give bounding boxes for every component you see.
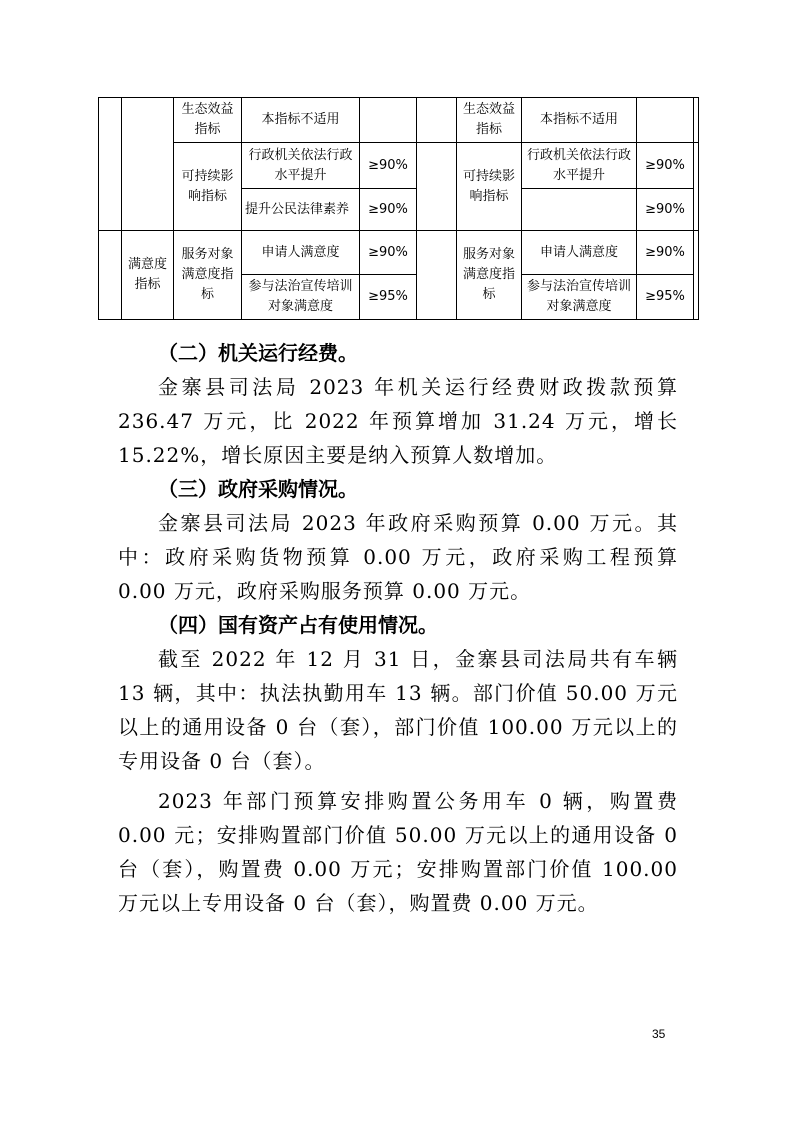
table-cell bbox=[417, 143, 457, 231]
table-cell: ≥95% bbox=[637, 275, 694, 320]
table-cell: ≥90% bbox=[637, 189, 694, 231]
table-cell: 本指标不适用 bbox=[522, 98, 637, 143]
table-cell bbox=[694, 231, 699, 320]
table-cell bbox=[122, 98, 174, 231]
section-heading-operating-expenses: （二）机关运行经费。 bbox=[158, 341, 358, 365]
table-cell: 申请人满意度 bbox=[242, 231, 360, 275]
paragraph-procurement: 金寨县司法局 2023 年政府采购预算 0.00 万元。其中：政府采购货物预算 0.00 万元，政府采购工程预算 0.00 万元，政府采购服务预算 0.00 万元。 bbox=[118, 511, 678, 603]
table-cell: ≥90% bbox=[637, 143, 694, 189]
table-cell bbox=[417, 231, 457, 320]
table-cell bbox=[417, 98, 457, 143]
paragraph-purchase-plan: 2023 年部门预算安排购置公务用车 0 辆，购置费 0.00 元；安排购置部门价值 50.00 万元以上的通用设备 0 台（套），购置费 0.00 万元；安排购置部门价值 100.00 万元以上专用设备 0 台（套），购置费 0.00 万元。 bbox=[118, 789, 678, 915]
table-cell: 本指标不适用 bbox=[242, 98, 360, 143]
section-heading-assets: （四）国有资产占有使用情况。 bbox=[158, 613, 438, 637]
paragraph-assets: 截至 2022 年 12 月 31 日，金寨县司法局共有车辆 13 辆，其中：执法执勤用车 13 辆。部门价值 50.00 万元以上的通用设备 0 台（套），部门价值 100.00 万元以上的专用设备 0 台（套）。 bbox=[118, 647, 678, 773]
paragraph-operating-expenses: 金寨县司法局 2023 年机关运行经费财政拨款预算 236.47 万元，比 2022 年预算增加 31.24 万元，增长 15.22%，增长原因主要是纳入预算人数增加。 bbox=[118, 375, 678, 467]
table-row bbox=[99, 98, 699, 143]
table-cell bbox=[360, 98, 417, 143]
table-cell: 满意度指标 bbox=[122, 231, 174, 320]
table-cell bbox=[99, 98, 122, 231]
document-body bbox=[118, 336, 678, 920]
table-cell: 生态效益指标 bbox=[174, 98, 242, 143]
table-cell: 服务对象满意度指标 bbox=[457, 231, 522, 320]
table-cell: ≥90% bbox=[360, 189, 417, 231]
table-row bbox=[99, 231, 699, 275]
table-row bbox=[99, 143, 699, 189]
table-cell: 参与法治宣传培训对象满意度 bbox=[242, 275, 360, 320]
table-cell: 行政机关依法行政水平提升 bbox=[242, 143, 360, 189]
table-cell: 提升公民法律素养 bbox=[242, 189, 360, 231]
table-cell: ≥95% bbox=[360, 275, 417, 320]
performance-indicator-table bbox=[98, 97, 699, 320]
table-cell: 参与法治宣传培训对象满意度 bbox=[522, 275, 637, 320]
table-cell: 申请人满意度 bbox=[522, 231, 637, 275]
table-cell: 可持续影响指标 bbox=[457, 143, 522, 231]
table-cell bbox=[637, 98, 694, 143]
table-cell: 服务对象满意度指标 bbox=[174, 231, 242, 320]
table-cell bbox=[99, 231, 122, 320]
table-cell: 可持续影响指标 bbox=[174, 143, 242, 231]
table-cell bbox=[694, 98, 699, 143]
table-cell: ≥90% bbox=[637, 231, 694, 275]
table-cell: ≥90% bbox=[360, 143, 417, 189]
table-cell bbox=[522, 189, 637, 231]
table-cell: 行政机关依法行政水平提升 bbox=[522, 143, 637, 189]
table-cell: 生态效益指标 bbox=[457, 98, 522, 143]
section-heading-procurement: （三）政府采购情况。 bbox=[158, 477, 358, 501]
page-number: 35 bbox=[652, 1027, 666, 1041]
table-cell bbox=[694, 143, 699, 231]
table-cell: ≥90% bbox=[360, 231, 417, 275]
